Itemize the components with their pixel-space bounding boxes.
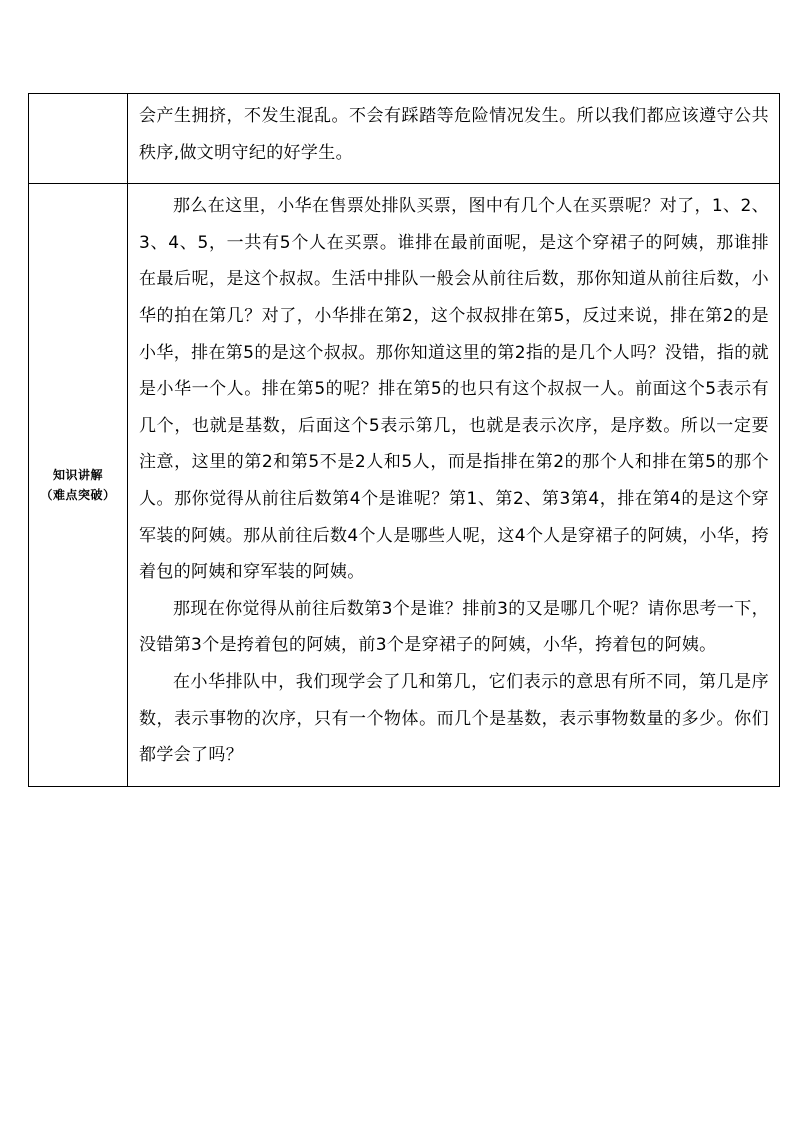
paragraph: 会产生拥挤，不发生混乱。不会有踩踏等危险情况发生。所以我们都应该遵守公共秩序,做文明守纪的好学生。 bbox=[139, 106, 769, 163]
row-content-cell bbox=[128, 184, 780, 787]
row-label-cell bbox=[29, 184, 128, 787]
paragraph: 在小华排队中，我们现学会了几和第几，它们表示的意思有所不同，第几是序数，表示事物的次序，只有一个物体。而几个是基数，表示事物数量的多少。你们都学会了吗？ bbox=[139, 671, 769, 766]
table-row bbox=[29, 94, 780, 184]
lesson-table bbox=[28, 93, 780, 787]
row-content-cell bbox=[128, 94, 780, 184]
table-row bbox=[29, 184, 780, 787]
row-label-cell bbox=[29, 94, 128, 184]
row-sublabel: （难点突破） bbox=[40, 487, 116, 502]
paragraph: 那么在这里，小华在售票处排队买票，图中有几个人在买票呢？对了，1、2、3、4、5，一共有5个人在买票。谁排在最前面呢，是这个穿裙子的阿姨，那谁排在最后呢，是这个叔叔。生活中排队一般会从前往后数，那你知道从前往后数，小华的拍在第几？对了，小华排在第2，这个叔叔排在第5，反过来说，排在第2的是小华，排在第5的是这个叔叔。那你知道这里的第2指的是几个人吗？没错，指的就是小华一个人。排在第5的呢？排在第5的也只有这个叔叔一人。前面这个5表示有几个，也就是基数，后面这个5表示第几，也就是表示次序，是序数。所以一定要注意，这里的第2和第5不是2人和5人，而是指排在第2的那个人和排在第5的那个人。那你觉得从前往后数第4个是谁呢？第1、第2、第3第4，排在第4的是这个穿军装的阿姨。那从前往后数4个人是哪些人呢，这4个人是穿裙子的阿姨，小华，挎着包的阿姨和穿军装的阿姨。 bbox=[139, 196, 769, 583]
paragraph: 那现在你觉得从前往后数第3个是谁？排前3的又是哪几个呢？请你思考一下，没错第3个是挎着包的阿姨，前3个是穿裙子的阿姨，小华，挎着包的阿姨。 bbox=[139, 598, 769, 656]
row-label: 知识讲解 bbox=[52, 467, 103, 482]
